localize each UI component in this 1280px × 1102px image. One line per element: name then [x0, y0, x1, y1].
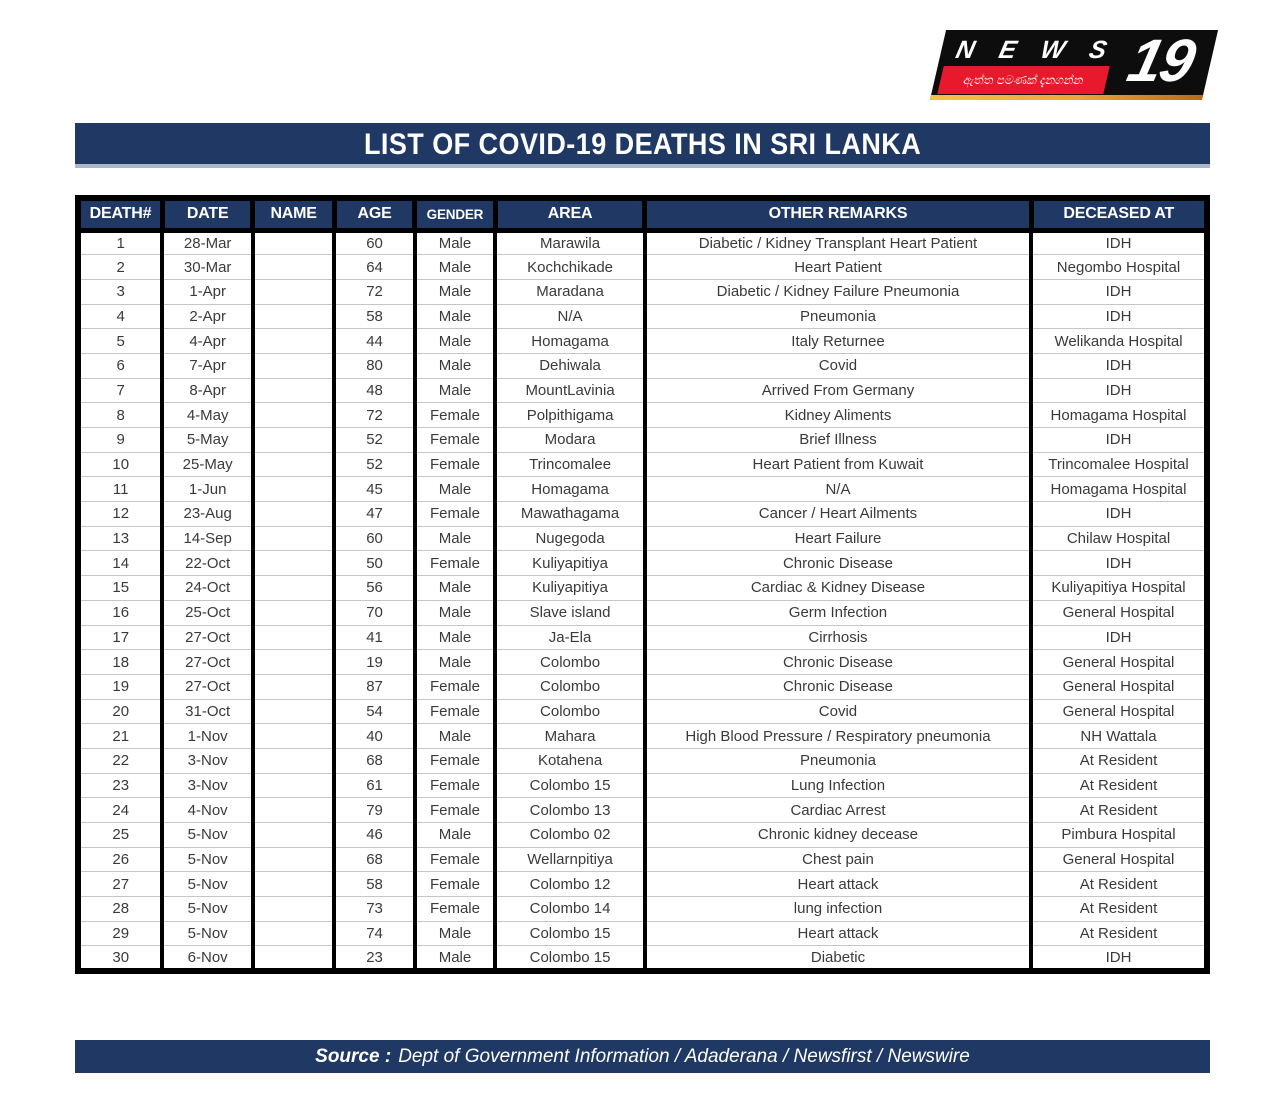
table-cell: 45: [334, 477, 414, 502]
table-cell: Heart Patient: [645, 255, 1031, 280]
table-cell: Ja-Ela: [495, 625, 645, 650]
table-row: [78, 378, 1207, 403]
table-row: [78, 551, 1207, 576]
table-cell: 25-Oct: [162, 600, 252, 625]
table-cell: 3: [78, 279, 162, 304]
table-cell: Diabetic / Kidney Failure Pneumonia: [645, 279, 1031, 304]
table-cell: Homagama: [495, 329, 645, 354]
table-cell: [253, 452, 334, 477]
table-cell: Cardiac & Kidney Disease: [645, 576, 1031, 601]
table-row: [78, 748, 1207, 773]
table-cell: 5: [78, 329, 162, 354]
column-header: NAME: [253, 198, 334, 230]
table-cell: At Resident: [1031, 921, 1207, 946]
table-cell: Chronic Disease: [645, 551, 1031, 576]
table-cell: 70: [334, 600, 414, 625]
table-cell: [253, 897, 334, 922]
table-cell: 72: [334, 279, 414, 304]
table-row: [78, 600, 1207, 625]
table-cell: Female: [415, 847, 495, 872]
table-cell: [253, 551, 334, 576]
table-cell: 58: [334, 304, 414, 329]
table-cell: Homagama: [495, 477, 645, 502]
table-cell: 60: [334, 526, 414, 551]
table-cell: Male: [415, 378, 495, 403]
table-row: [78, 699, 1207, 724]
table-cell: N/A: [645, 477, 1031, 502]
table-cell: [253, 625, 334, 650]
table-cell: Colombo: [495, 699, 645, 724]
table-cell: Chronic kidney decease: [645, 823, 1031, 848]
table-cell: Female: [415, 428, 495, 453]
table-cell: Wellarnpitiya: [495, 847, 645, 872]
table-cell: Female: [415, 403, 495, 428]
table-cell: Colombo 15: [495, 773, 645, 798]
column-header: DECEASED AT: [1031, 198, 1207, 230]
table-cell: 23-Aug: [162, 502, 252, 527]
table-cell: Trincomalee Hospital: [1031, 452, 1207, 477]
table-row: [78, 279, 1207, 304]
table-cell: [253, 428, 334, 453]
table-cell: 4-May: [162, 403, 252, 428]
table-cell: 14: [78, 551, 162, 576]
table-cell: 5-Nov: [162, 921, 252, 946]
table-cell: Female: [415, 699, 495, 724]
table-row: [78, 502, 1207, 527]
table-cell: 24: [78, 798, 162, 823]
table-cell: Nugegoda: [495, 526, 645, 551]
table-cell: 4: [78, 304, 162, 329]
table-cell: Female: [415, 773, 495, 798]
table-cell: IDH: [1031, 428, 1207, 453]
table-cell: [253, 353, 334, 378]
header-row: [78, 198, 1207, 230]
page-title: LIST OF COVID-19 DEATHS IN SRI LANKA: [363, 128, 922, 161]
table-cell: 21: [78, 724, 162, 749]
table-cell: Male: [415, 576, 495, 601]
table-cell: 11: [78, 477, 162, 502]
table-cell: 13: [78, 526, 162, 551]
table-cell: 26: [78, 847, 162, 872]
table-cell: [253, 230, 334, 255]
table-cell: Colombo 15: [495, 921, 645, 946]
table-cell: Male: [415, 279, 495, 304]
table-cell: Diabetic: [645, 946, 1031, 971]
table-row: [78, 304, 1207, 329]
table-row: [78, 329, 1207, 354]
table-cell: 2: [78, 255, 162, 280]
table-cell: IDH: [1031, 946, 1207, 971]
table-cell: Italy Returnee: [645, 329, 1031, 354]
table-cell: General Hospital: [1031, 674, 1207, 699]
table-cell: Arrived From Germany: [645, 378, 1031, 403]
table-cell: Male: [415, 625, 495, 650]
table-cell: 27-Oct: [162, 674, 252, 699]
table-cell: Pneumonia: [645, 304, 1031, 329]
table-cell: [253, 946, 334, 971]
table-cell: [253, 872, 334, 897]
table-cell: 60: [334, 230, 414, 255]
table-cell: 68: [334, 748, 414, 773]
table-cell: Kuliyapitiya: [495, 576, 645, 601]
table-cell: 5-Nov: [162, 823, 252, 848]
table-cell: 28-Mar: [162, 230, 252, 255]
table-cell: [253, 255, 334, 280]
table-row: [78, 872, 1207, 897]
table-cell: Covid: [645, 353, 1031, 378]
table-cell: 46: [334, 823, 414, 848]
table-cell: At Resident: [1031, 897, 1207, 922]
logo-tagline-sinhala: ඇත්ත පමණක් දැනගන්න: [937, 66, 1109, 94]
table-cell: Male: [415, 650, 495, 675]
table-cell: 79: [334, 798, 414, 823]
table-row: [78, 921, 1207, 946]
table-cell: 12: [78, 502, 162, 527]
table-cell: Colombo 14: [495, 897, 645, 922]
table-cell: [253, 748, 334, 773]
table-cell: Female: [415, 551, 495, 576]
table-row: [78, 773, 1207, 798]
table-cell: Male: [415, 724, 495, 749]
table-row: [78, 674, 1207, 699]
column-header: AREA: [495, 198, 645, 230]
column-header: GENDER: [415, 198, 495, 230]
table-cell: Maradana: [495, 279, 645, 304]
table-row: [78, 477, 1207, 502]
table-cell: 14-Sep: [162, 526, 252, 551]
table-cell: Heart Patient from Kuwait: [645, 452, 1031, 477]
table-cell: 31-Oct: [162, 699, 252, 724]
table-cell: Male: [415, 353, 495, 378]
logo-accent-strip: [930, 95, 1203, 100]
table-cell: IDH: [1031, 378, 1207, 403]
table-cell: Homagama Hospital: [1031, 403, 1207, 428]
table-cell: 48: [334, 378, 414, 403]
table-cell: Slave island: [495, 600, 645, 625]
table-cell: Cardiac Arrest: [645, 798, 1031, 823]
table-cell: [253, 773, 334, 798]
table-cell: At Resident: [1031, 748, 1207, 773]
table-cell: 25-May: [162, 452, 252, 477]
table-cell: Chronic Disease: [645, 650, 1031, 675]
table-cell: [253, 329, 334, 354]
table-cell: 22: [78, 748, 162, 773]
table-cell: 10: [78, 452, 162, 477]
table-cell: General Hospital: [1031, 699, 1207, 724]
table-cell: 29: [78, 921, 162, 946]
table-row: [78, 576, 1207, 601]
table-cell: 4-Nov: [162, 798, 252, 823]
table-cell: N/A: [495, 304, 645, 329]
table-cell: [253, 699, 334, 724]
table-cell: 16: [78, 600, 162, 625]
table-cell: [253, 798, 334, 823]
table-cell: IDH: [1031, 279, 1207, 304]
table-cell: 5-Nov: [162, 872, 252, 897]
table-cell: 19: [78, 674, 162, 699]
table-cell: General Hospital: [1031, 650, 1207, 675]
table-cell: Kochchikade: [495, 255, 645, 280]
table-row: [78, 230, 1207, 255]
table-row: [78, 526, 1207, 551]
table-cell: 47: [334, 502, 414, 527]
covid-deaths-table: [75, 195, 1210, 974]
table-cell: 23: [78, 773, 162, 798]
table-cell: Male: [415, 329, 495, 354]
table-cell: Heart attack: [645, 872, 1031, 897]
table-cell: 52: [334, 428, 414, 453]
table-cell: 30-Mar: [162, 255, 252, 280]
table-cell: Homagama Hospital: [1031, 477, 1207, 502]
table-cell: [253, 921, 334, 946]
table-cell: 5-Nov: [162, 847, 252, 872]
table-cell: IDH: [1031, 625, 1207, 650]
table-cell: Pimbura Hospital: [1031, 823, 1207, 848]
table-cell: IDH: [1031, 230, 1207, 255]
table-cell: Dehiwala: [495, 353, 645, 378]
column-header: DATE: [162, 198, 252, 230]
table-cell: Chronic Disease: [645, 674, 1031, 699]
table-cell: Male: [415, 304, 495, 329]
table-cell: Trincomalee: [495, 452, 645, 477]
table-cell: 5-Nov: [162, 897, 252, 922]
table-cell: Heart Failure: [645, 526, 1031, 551]
table-cell: IDH: [1031, 353, 1207, 378]
table-cell: 56: [334, 576, 414, 601]
column-header: AGE: [334, 198, 414, 230]
table-cell: [253, 378, 334, 403]
table-cell: Modara: [495, 428, 645, 453]
table-cell: Colombo 15: [495, 946, 645, 971]
table-cell: Male: [415, 255, 495, 280]
table-cell: MountLavinia: [495, 378, 645, 403]
table-cell: 50: [334, 551, 414, 576]
table-cell: Germ Infection: [645, 600, 1031, 625]
table-cell: [253, 823, 334, 848]
table-cell: [253, 304, 334, 329]
table-cell: Colombo 02: [495, 823, 645, 848]
table-cell: Welikanda Hospital: [1031, 329, 1207, 354]
table-cell: Female: [415, 872, 495, 897]
table-cell: Kidney Aliments: [645, 403, 1031, 428]
table-cell: 27-Oct: [162, 625, 252, 650]
table-cell: 25: [78, 823, 162, 848]
table-cell: 1-Nov: [162, 724, 252, 749]
table-cell: [253, 650, 334, 675]
table-cell: Covid: [645, 699, 1031, 724]
table-cell: Male: [415, 230, 495, 255]
table-cell: Kotahena: [495, 748, 645, 773]
table-row: [78, 897, 1207, 922]
table-row: [78, 625, 1207, 650]
table-cell: 9: [78, 428, 162, 453]
table-cell: Male: [415, 921, 495, 946]
table-cell: [253, 600, 334, 625]
logo-parallelogram: [930, 27, 1218, 100]
table-cell: Colombo 13: [495, 798, 645, 823]
table-cell: 3-Nov: [162, 748, 252, 773]
table-cell: 52: [334, 452, 414, 477]
table-cell: 1: [78, 230, 162, 255]
source-bar: [75, 1040, 1210, 1073]
table-cell: 17: [78, 625, 162, 650]
table-cell: Female: [415, 452, 495, 477]
table-cell: 61: [334, 773, 414, 798]
table-body: [78, 230, 1207, 971]
table-cell: High Blood Pressure / Respiratory pneumonia: [645, 724, 1031, 749]
table-cell: 15: [78, 576, 162, 601]
table-cell: 4-Apr: [162, 329, 252, 354]
column-header: DEATH#: [78, 198, 162, 230]
table-row: [78, 428, 1207, 453]
table-cell: At Resident: [1031, 872, 1207, 897]
table-cell: Cirrhosis: [645, 625, 1031, 650]
news19-logo: [938, 27, 1210, 100]
table-row: [78, 823, 1207, 848]
table-cell: lung infection: [645, 897, 1031, 922]
column-header: OTHER REMARKS: [645, 198, 1031, 230]
table-cell: Female: [415, 674, 495, 699]
table-cell: Lung Infection: [645, 773, 1031, 798]
table-cell: Male: [415, 477, 495, 502]
table-cell: 3-Nov: [162, 773, 252, 798]
table-cell: Mawathagama: [495, 502, 645, 527]
table-cell: Male: [415, 823, 495, 848]
logo-number-19: 19: [1121, 27, 1201, 94]
table-cell: 44: [334, 329, 414, 354]
table-cell: 23: [334, 946, 414, 971]
table-cell: 5-May: [162, 428, 252, 453]
table-cell: 20: [78, 699, 162, 724]
table-cell: Female: [415, 798, 495, 823]
table-cell: 22-Oct: [162, 551, 252, 576]
table-cell: Negombo Hospital: [1031, 255, 1207, 280]
table-cell: Kuliyapitiya Hospital: [1031, 576, 1207, 601]
table-cell: IDH: [1031, 304, 1207, 329]
table-cell: Polpithigama: [495, 403, 645, 428]
table-cell: 72: [334, 403, 414, 428]
table-cell: 64: [334, 255, 414, 280]
table-cell: [253, 526, 334, 551]
table-cell: IDH: [1031, 551, 1207, 576]
table-cell: 80: [334, 353, 414, 378]
source-label: Source :: [315, 1046, 392, 1067]
table-cell: IDH: [1031, 502, 1207, 527]
table-row: [78, 650, 1207, 675]
table-cell: 30: [78, 946, 162, 971]
table-cell: 68: [334, 847, 414, 872]
table-cell: Male: [415, 526, 495, 551]
table-cell: [253, 279, 334, 304]
table-row: [78, 847, 1207, 872]
table-cell: Cancer / Heart Ailments: [645, 502, 1031, 527]
table-cell: At Resident: [1031, 798, 1207, 823]
table-cell: [253, 674, 334, 699]
table-cell: General Hospital: [1031, 847, 1207, 872]
table-cell: [253, 403, 334, 428]
table-cell: Chest pain: [645, 847, 1031, 872]
table-cell: Female: [415, 748, 495, 773]
table-cell: 6: [78, 353, 162, 378]
table-cell: 87: [334, 674, 414, 699]
table-cell: Heart attack: [645, 921, 1031, 946]
table-cell: Kuliyapitiya: [495, 551, 645, 576]
table-cell: General Hospital: [1031, 600, 1207, 625]
table-cell: 1-Jun: [162, 477, 252, 502]
table-cell: Male: [415, 600, 495, 625]
table-cell: Colombo: [495, 674, 645, 699]
table-cell: 19: [334, 650, 414, 675]
table-cell: Marawila: [495, 230, 645, 255]
table-cell: 27: [78, 872, 162, 897]
table-cell: 24-Oct: [162, 576, 252, 601]
table-cell: 58: [334, 872, 414, 897]
table-cell: 28: [78, 897, 162, 922]
title-bar: [75, 123, 1210, 168]
table-row: [78, 353, 1207, 378]
table-cell: 74: [334, 921, 414, 946]
table-cell: Pneumonia: [645, 748, 1031, 773]
table-cell: 18: [78, 650, 162, 675]
table-row: [78, 403, 1207, 428]
table-cell: [253, 576, 334, 601]
table-cell: [253, 847, 334, 872]
table-cell: Female: [415, 897, 495, 922]
source-text: Dept of Government Information / Adaderana / Newsfirst / Newswire: [398, 1046, 970, 1067]
table-cell: 1-Apr: [162, 279, 252, 304]
table-cell: [253, 724, 334, 749]
table-cell: 8-Apr: [162, 378, 252, 403]
table-cell: 7: [78, 378, 162, 403]
logo-brand-text: N E W S: [953, 36, 1119, 64]
table-cell: [253, 477, 334, 502]
table-cell: 54: [334, 699, 414, 724]
table-cell: Female: [415, 502, 495, 527]
table-cell: Colombo 12: [495, 872, 645, 897]
table-cell: Mahara: [495, 724, 645, 749]
table-row: [78, 946, 1207, 971]
table-row: [78, 255, 1207, 280]
table-cell: At Resident: [1031, 773, 1207, 798]
table-cell: 8: [78, 403, 162, 428]
table-header: [78, 198, 1207, 230]
table-cell: 7-Apr: [162, 353, 252, 378]
table-cell: Chilaw Hospital: [1031, 526, 1207, 551]
table-row: [78, 724, 1207, 749]
table-cell: 41: [334, 625, 414, 650]
table-cell: [253, 502, 334, 527]
table-cell: 6-Nov: [162, 946, 252, 971]
table-cell: 2-Apr: [162, 304, 252, 329]
table-cell: Male: [415, 946, 495, 971]
table-row: [78, 798, 1207, 823]
table-cell: Colombo: [495, 650, 645, 675]
table-cell: 40: [334, 724, 414, 749]
table-cell: 73: [334, 897, 414, 922]
table-cell: Diabetic / Kidney Transplant Heart Patient: [645, 230, 1031, 255]
table-cell: 27-Oct: [162, 650, 252, 675]
logo-left-block: [937, 33, 1117, 95]
table-cell: NH Wattala: [1031, 724, 1207, 749]
table-cell: Brief Illness: [645, 428, 1031, 453]
table-row: [78, 452, 1207, 477]
